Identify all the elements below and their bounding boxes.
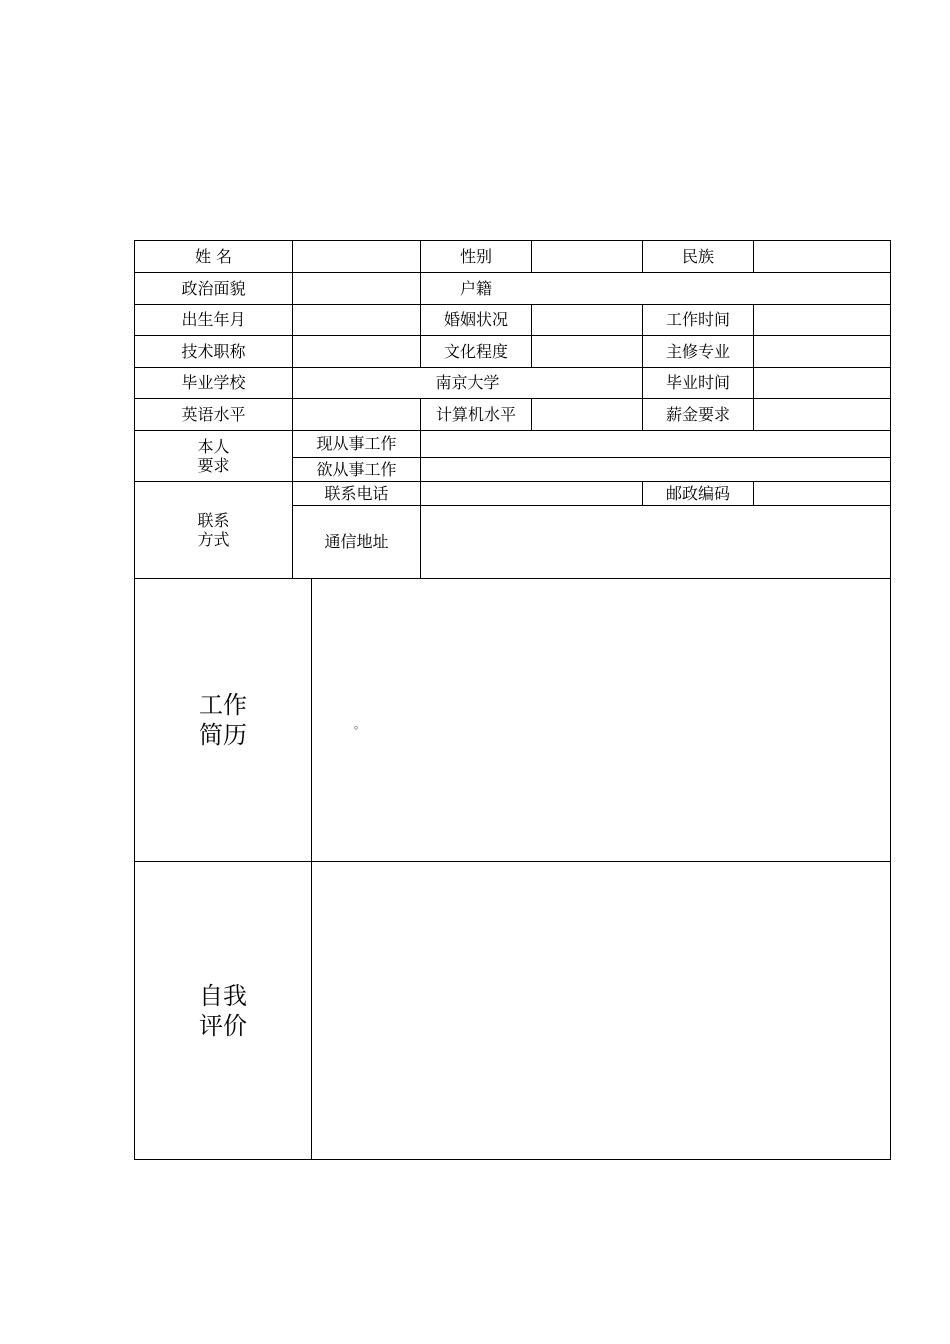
- birth-date-label: 出生年月: [181, 310, 246, 330]
- computer-level-field[interactable]: [532, 399, 642, 430]
- major-label: 主修专业: [665, 341, 730, 361]
- school-field[interactable]: 南京大学: [435, 373, 500, 393]
- postal-code-label: 邮政编码: [665, 483, 730, 503]
- salary-field[interactable]: [754, 399, 890, 430]
- school-label: 毕业学校: [181, 373, 246, 393]
- requirements-label-line2: 要求: [197, 456, 230, 475]
- computer-level-label: 计算机水平: [435, 404, 516, 424]
- english-level-field[interactable]: [293, 399, 420, 430]
- desired-job-field[interactable]: [421, 458, 890, 481]
- contact-label-line2: 方式: [197, 530, 230, 549]
- name-label: 姓 名: [194, 246, 233, 266]
- work-time-field[interactable]: [754, 305, 890, 335]
- phone-field[interactable]: [421, 482, 642, 505]
- requirements-label-line1: 本人: [197, 436, 230, 456]
- work-time-label: 工作时间: [665, 310, 730, 330]
- address-label: 通信地址: [324, 532, 389, 552]
- political-status-field[interactable]: [293, 273, 420, 304]
- work-history-field[interactable]: [312, 579, 890, 861]
- table-border: [134, 1159, 891, 1160]
- work-history-label-line1: 工作: [199, 691, 247, 719]
- address-field[interactable]: [421, 506, 890, 578]
- current-job-field[interactable]: [421, 431, 890, 457]
- education-label: 文化程度: [443, 341, 508, 361]
- current-job-label: 现从事工作: [316, 434, 397, 454]
- work-history-label-line2: 简历: [199, 721, 247, 749]
- name-field[interactable]: [293, 241, 420, 272]
- self-evaluation-label-line2: 评价: [199, 1011, 247, 1040]
- postal-code-field[interactable]: [754, 482, 890, 505]
- contact-label-line1: 联系: [197, 510, 230, 530]
- self-evaluation-label-line1: 自我: [199, 981, 247, 1010]
- political-status-label: 政治面貌: [181, 278, 246, 298]
- desired-job-label: 欲从事工作: [316, 459, 397, 479]
- table-border: [890, 240, 891, 1160]
- hukou-field[interactable]: [532, 273, 890, 304]
- graduation-time-field[interactable]: [754, 368, 890, 398]
- major-field[interactable]: [754, 336, 890, 367]
- marital-status-label: 婚姻状况: [443, 310, 508, 330]
- contact-label: [135, 482, 292, 578]
- self-evaluation-label: [135, 862, 311, 1159]
- english-level-label: 英语水平: [181, 404, 246, 424]
- gender-field[interactable]: [532, 241, 642, 272]
- phone-label: 联系电话: [324, 483, 389, 503]
- salary-label: 薪金要求: [665, 404, 730, 424]
- requirements-label: [135, 431, 292, 481]
- technical-title-label: 技术职称: [181, 341, 246, 361]
- education-field[interactable]: [532, 336, 642, 367]
- technical-title-field[interactable]: [293, 336, 420, 367]
- ethnicity-label: 民族: [681, 246, 714, 266]
- self-evaluation-field[interactable]: [312, 862, 890, 1159]
- marital-status-field[interactable]: [532, 305, 642, 335]
- birth-date-field[interactable]: [293, 305, 420, 335]
- ethnicity-field[interactable]: [754, 241, 890, 272]
- graduation-time-label: 毕业时间: [665, 373, 730, 393]
- work-history-content: 。: [354, 718, 365, 731]
- hukou-label: 户籍: [459, 278, 492, 298]
- work-history-label: [135, 579, 311, 861]
- gender-label: 性别: [459, 246, 492, 266]
